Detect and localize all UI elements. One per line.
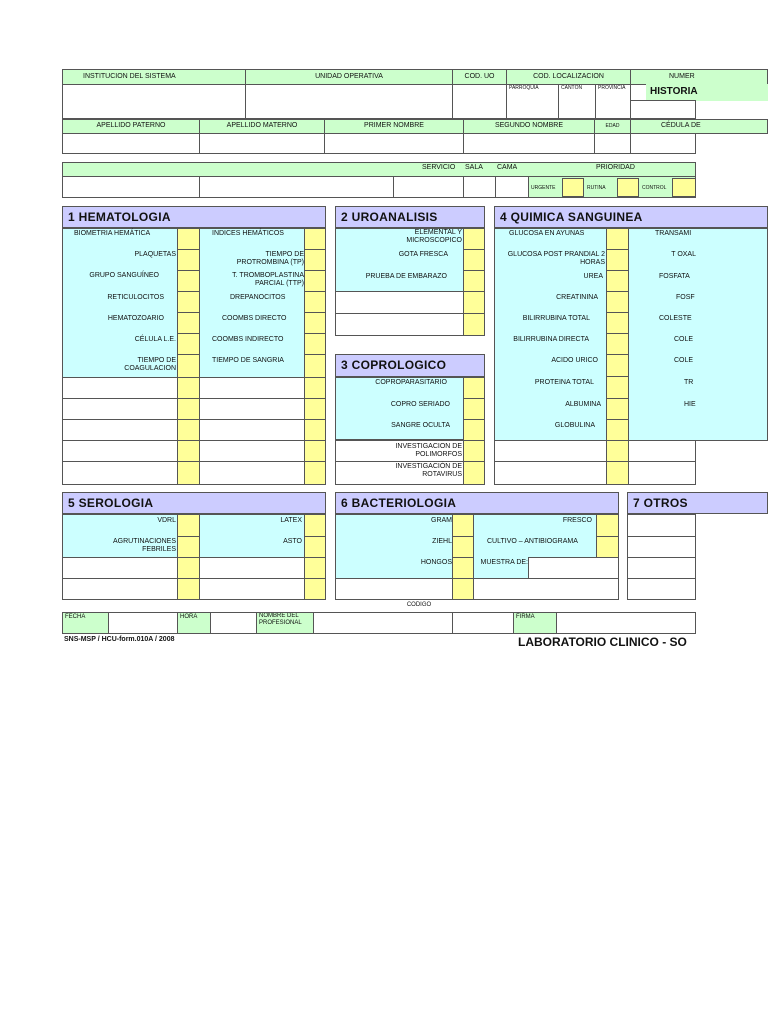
hem-blank-check-4b[interactable] xyxy=(304,440,326,462)
hem-label-tiempo-sangria: TIEMPO DE SANGRIA xyxy=(212,357,284,364)
bacteriologia-title: 6 BACTERIOLOGIA xyxy=(335,492,619,514)
quimica-title: 4 QUIMICA SANGUINEA xyxy=(494,206,768,228)
bac-blank-1b[interactable] xyxy=(473,578,619,600)
rutina-label: RUTINA xyxy=(587,185,606,191)
hem-check-plaquetas[interactable] xyxy=(177,249,200,271)
bac-muestra-field[interactable] xyxy=(528,557,619,579)
sero-blank-check-2a[interactable] xyxy=(177,578,200,600)
edad-label: EDAD xyxy=(594,119,631,134)
qs-blank-check-2[interactable] xyxy=(606,461,629,485)
hem-check-biometria[interactable] xyxy=(177,228,200,250)
sala-label: SALA xyxy=(465,164,483,171)
hem-label-grupo: GRUPO SANGUÍNEO xyxy=(89,272,159,279)
qs-check-creatinina[interactable] xyxy=(606,291,629,313)
hem-label-indices: INDICES HEMÁTICOS xyxy=(212,230,284,237)
codigo-field[interactable] xyxy=(452,612,514,634)
qs-check-bilirrubina-directa[interactable] xyxy=(606,333,629,355)
otros-field-1[interactable] xyxy=(627,514,696,537)
uro-blank-check-1[interactable] xyxy=(463,291,485,314)
bac-label-hongos: HONGOS xyxy=(420,559,452,566)
hem-blank-check-1a[interactable] xyxy=(177,377,200,399)
hem-blank-check-5b[interactable] xyxy=(304,461,326,485)
urgente-checkbox[interactable] xyxy=(562,178,584,197)
uroanalisis-title: 2 UROANALISIS xyxy=(335,206,485,228)
parroquia-label: PARROQUIA xyxy=(509,85,539,91)
hem-label-tiempo-coag: TIEMPO DE COAGULACION xyxy=(124,357,176,372)
cod-localizacion-label: COD. LOCALIZACION xyxy=(506,69,631,85)
apellido-paterno-field[interactable] xyxy=(62,133,200,154)
servicio-field-2[interactable] xyxy=(199,176,394,198)
hem-label-plaquetas: PLAQUETAS xyxy=(134,251,176,258)
rutina-checkbox[interactable] xyxy=(617,178,639,197)
qs-label-albumina: ALBUMINA xyxy=(565,401,601,408)
hem-label-reticulocitos: RETICULOCITOS xyxy=(107,294,164,301)
sero-blank-check-1a[interactable] xyxy=(177,557,200,579)
qs-check-bilirrubina-total[interactable] xyxy=(606,312,629,334)
sero-check-agrutinaciones[interactable] xyxy=(177,536,200,558)
hem-label-hematozoario: HEMATOZOARIO xyxy=(107,315,164,322)
hem-blank-4b[interactable] xyxy=(199,440,305,462)
qs-check-acido-urico[interactable] xyxy=(606,354,629,377)
provincia-label: PROVINCIA xyxy=(598,85,626,91)
hem-label-biometria: BIOMETRIA HEMÁTICA xyxy=(74,230,151,237)
apellido-materno-label: APELLIDO MATERNO xyxy=(199,119,325,134)
qs-blank-2b[interactable] xyxy=(628,461,696,485)
hem-blank-4a[interactable] xyxy=(62,440,178,462)
qs-check-proteina-total[interactable] xyxy=(606,376,629,399)
otros-field-2[interactable] xyxy=(627,536,696,558)
otros-title: 7 OTROS xyxy=(627,492,768,514)
hem-blank-check-3b[interactable] xyxy=(304,419,326,441)
servicio-field-1[interactable] xyxy=(62,176,200,198)
uro-label-embarazo: PRUEBA DE EMBARAZO xyxy=(365,273,447,280)
parroquia-field[interactable] xyxy=(506,84,559,119)
hem-check-tiempo-coag[interactable] xyxy=(177,354,200,378)
firma-field[interactable] xyxy=(556,612,696,634)
hem-check-reticulocitos[interactable] xyxy=(177,291,200,313)
qs-check-urea[interactable] xyxy=(606,270,629,292)
qs-label-coleste: COLESTE xyxy=(659,315,692,322)
hem-blank-1a[interactable] xyxy=(62,377,178,399)
historia-label: HISTORIA xyxy=(646,84,768,101)
hem-label-tp: TIEMPO DE PROTROMBINA (TP) xyxy=(236,251,304,266)
qs-label-creatinina: CREATININA xyxy=(556,294,598,301)
uro-check-gota[interactable] xyxy=(463,249,485,271)
copro-label-sangre: SANGRE OCULTA xyxy=(391,422,450,429)
qs-blank-check-1[interactable] xyxy=(606,440,629,462)
hem-check-indices[interactable] xyxy=(304,228,326,250)
hem-blank-5a[interactable] xyxy=(62,461,178,485)
bac-check-hongos[interactable] xyxy=(452,557,474,579)
coprologico-title: 3 COPROLOGICO xyxy=(335,354,485,377)
unidad-field[interactable] xyxy=(245,84,453,119)
copro-label-parasitario: COPROPARASITARIO xyxy=(375,379,447,386)
sero-blank-check-2b[interactable] xyxy=(304,578,326,600)
bac-label-muestra: MUESTRA DE: xyxy=(480,559,528,566)
qs-label-tr: TR xyxy=(684,379,694,386)
uro-label-gota: GOTA FRESCA xyxy=(398,251,448,258)
form-code: SNS-MSP / HCU-form.010A / 2008 xyxy=(64,636,175,643)
qs-label-glucosa-post: GLUCOSA POST PRANDIAL 2 HORAS xyxy=(507,251,605,266)
qs-label-fosfata: FOSFATA xyxy=(659,273,690,280)
hem-check-celula[interactable] xyxy=(177,333,200,355)
uro-blank-1[interactable] xyxy=(335,291,464,314)
sero-blank-check-1b[interactable] xyxy=(304,557,326,579)
copro-label-seriado: COPRO SERIADO xyxy=(390,401,450,408)
cedula-label: CÉDULA DE xyxy=(630,119,768,134)
hem-blank-check-3a[interactable] xyxy=(177,419,200,441)
otros-field-4[interactable] xyxy=(627,578,696,600)
hem-blank-check-1b[interactable] xyxy=(304,377,326,399)
bac-check-ziehl[interactable] xyxy=(452,536,474,558)
sero-label-vdrl: VDRL xyxy=(157,517,176,524)
hematologia-title: 1 HEMATOLOGIA xyxy=(62,206,326,228)
qs-label-acido-urico: ACIDO URICO xyxy=(551,357,598,364)
hem-check-grupo[interactable] xyxy=(177,270,200,292)
historia-field[interactable] xyxy=(630,100,696,119)
institucion-field[interactable] xyxy=(62,84,246,119)
hem-check-tiempo-sangria[interactable] xyxy=(304,354,326,378)
cod-uo-label: COD. UO xyxy=(452,69,507,85)
qs-blank-2a[interactable] xyxy=(494,461,607,485)
hora-label: HORA xyxy=(177,612,211,634)
control-label: CONTROL xyxy=(642,185,667,191)
sero-label-agrutinaciones: AGRUTINACIONES FEBRILES xyxy=(112,538,176,553)
sero-check-latex[interactable] xyxy=(304,514,326,537)
control-checkbox[interactable] xyxy=(672,178,696,197)
hem-blank-2b[interactable] xyxy=(199,398,305,420)
qs-check-glucosa-ayunas[interactable] xyxy=(606,228,629,250)
copro-check-sangre[interactable] xyxy=(463,419,485,441)
nombre-profesional-label: NOMBRE DEL PROFESIONAL xyxy=(256,612,314,634)
sero-blank-2b[interactable] xyxy=(199,578,305,600)
cedula-field[interactable] xyxy=(630,133,696,154)
qs-label-glucosa-ayunas: GLUCOSA EN AYUNAS xyxy=(509,230,585,237)
qs-label-cole-2: COLE xyxy=(674,357,694,364)
hem-blank-check-2a[interactable] xyxy=(177,398,200,420)
bac-label-gram: GRAM xyxy=(431,517,452,524)
qs-check-globulina[interactable] xyxy=(606,419,629,441)
qs-blank-1b[interactable] xyxy=(628,440,696,462)
provincia-field[interactable] xyxy=(595,84,631,119)
cama-label: CAMA xyxy=(497,164,518,171)
numero-label: NUMER xyxy=(630,69,768,85)
segundo-nombre-field[interactable] xyxy=(463,133,595,154)
qs-label-fosf: FOSF xyxy=(676,294,695,301)
bac-blank-1a[interactable] xyxy=(335,578,453,600)
copro-label-polimorfos: INVESTIGACION DE POLIMORFOS xyxy=(395,443,462,458)
hem-check-ttp[interactable] xyxy=(304,270,326,292)
qs-label-transami: TRANSAMI xyxy=(655,230,692,237)
bac-check-gram[interactable] xyxy=(452,514,474,537)
qs-check-albumina[interactable] xyxy=(606,398,629,420)
quimica-body-col2 xyxy=(628,228,768,441)
qs-label-hie: HIE xyxy=(684,401,696,408)
fecha-field[interactable] xyxy=(108,612,178,634)
hora-field[interactable] xyxy=(210,612,257,634)
sero-label-latex: LATEX xyxy=(280,517,302,524)
hem-blank-check-2b[interactable] xyxy=(304,398,326,420)
institucion-label: INSTITUCION DEL SISTEMA xyxy=(62,69,246,85)
prioridad-label: PRIORIDAD xyxy=(596,164,635,171)
bac-check-fresco[interactable] xyxy=(596,514,619,537)
hem-check-hematozoario[interactable] xyxy=(177,312,200,334)
sero-blank-1a[interactable] xyxy=(62,557,178,579)
servicio-label: SERVICIO xyxy=(422,164,456,171)
copro-label-rotavirus: INVESTIGACIÓN DE ROTAVIRUS xyxy=(395,463,462,478)
qs-label-cole-1: COLE xyxy=(674,336,694,343)
apellido-materno-field[interactable] xyxy=(199,133,325,154)
bac-label-ziehl: ZIEHL xyxy=(432,538,452,545)
uro-blank-check-2[interactable] xyxy=(463,313,485,336)
sero-check-asto[interactable] xyxy=(304,536,326,558)
bac-label-cultivo: CULTIVO – ANTIBIOGRAMA xyxy=(487,538,578,545)
uro-check-elemental[interactable] xyxy=(463,228,485,250)
hem-blank-1b[interactable] xyxy=(199,377,305,399)
urgente-label: URGENTE xyxy=(531,185,556,191)
hem-blank-check-4a[interactable] xyxy=(177,440,200,462)
firma-label: FIRMA xyxy=(513,612,557,634)
sero-check-vdrl[interactable] xyxy=(177,514,200,537)
nombre-profesional-field[interactable] xyxy=(313,612,453,634)
hem-blank-3b[interactable] xyxy=(199,419,305,441)
qs-label-urea: UREA xyxy=(583,273,603,280)
qs-label-bilirrubina-total: BILIRRUBINA TOTAL xyxy=(522,315,590,322)
canton-label: CANTÓN xyxy=(561,85,583,91)
primer-nombre-label: PRIMER NOMBRE xyxy=(324,119,464,134)
segundo-nombre-label: SEGUNDO NOMBRE xyxy=(463,119,595,134)
qs-blank-1a[interactable] xyxy=(494,440,607,462)
serologia-title: 5 SEROLOGIA xyxy=(62,492,326,514)
apellido-paterno-label: APELLIDO PATERNO xyxy=(62,119,200,134)
qs-label-proteina-total: PROTEINA TOTAL xyxy=(534,379,594,386)
sero-blank-1b[interactable] xyxy=(199,557,305,579)
hem-label-celula: CÉLULA L.E. xyxy=(134,336,176,343)
qs-check-glucosa-post[interactable] xyxy=(606,249,629,271)
hem-blank-5b[interactable] xyxy=(199,461,305,485)
bac-check-cultivo[interactable] xyxy=(596,536,619,558)
hem-label-drepanocitos: DREPANOCITOS xyxy=(230,294,286,301)
copro-check-polimorfos[interactable] xyxy=(463,440,485,462)
bac-blank-check-1[interactable] xyxy=(452,578,474,600)
qs-label-oxal: T OXAL xyxy=(671,251,696,258)
cod-uo-field[interactable] xyxy=(452,84,507,119)
sero-blank-2a[interactable] xyxy=(62,578,178,600)
servicio-field[interactable] xyxy=(393,176,464,198)
hem-label-ttp: T. TROMBOPLASTINA PARCIAL (TTP) xyxy=(232,272,304,287)
uro-blank-2[interactable] xyxy=(335,313,464,336)
canton-field[interactable] xyxy=(558,84,596,119)
hem-check-drepanocitos[interactable] xyxy=(304,291,326,313)
hem-blank-2a[interactable] xyxy=(62,398,178,420)
qs-label-globulina: GLOBULINA xyxy=(554,422,595,429)
qs-label-bilirrubina-directa: BILIRRUBINA DIRECTA xyxy=(513,336,589,343)
sala-field[interactable] xyxy=(463,176,496,198)
copro-check-parasitario[interactable] xyxy=(463,377,485,399)
codigo-label: CODIGO xyxy=(406,602,432,608)
hem-check-coombs-indirecto[interactable] xyxy=(304,333,326,355)
otros-field-3[interactable] xyxy=(627,557,696,579)
uro-label-elemental: ELEMENTAL Y MICROSCOPICO xyxy=(406,229,462,244)
copro-check-seriado[interactable] xyxy=(463,398,485,420)
hem-label-coombs-directo: COOMBS DIRECTO xyxy=(222,315,287,322)
copro-check-rotavirus[interactable] xyxy=(463,461,485,485)
hem-label-coombs-indirecto: COOMBS INDIRECTO xyxy=(212,336,284,343)
edad-field[interactable] xyxy=(594,133,631,154)
primer-nombre-field[interactable] xyxy=(324,133,464,154)
cama-field[interactable] xyxy=(495,176,529,198)
fecha-label: FECHA xyxy=(62,612,109,634)
hem-check-coombs-directo[interactable] xyxy=(304,312,326,334)
form-title: LABORATORIO CLINICO - SO xyxy=(518,635,687,649)
unidad-label: UNIDAD OPERATIVA xyxy=(245,69,453,85)
hem-blank-check-5a[interactable] xyxy=(177,461,200,485)
uro-check-embarazo[interactable] xyxy=(463,270,485,292)
hem-check-tp[interactable] xyxy=(304,249,326,271)
hem-blank-3a[interactable] xyxy=(62,419,178,441)
bac-label-fresco: FRESCO xyxy=(562,517,592,524)
sero-label-asto: ASTO xyxy=(283,538,302,545)
